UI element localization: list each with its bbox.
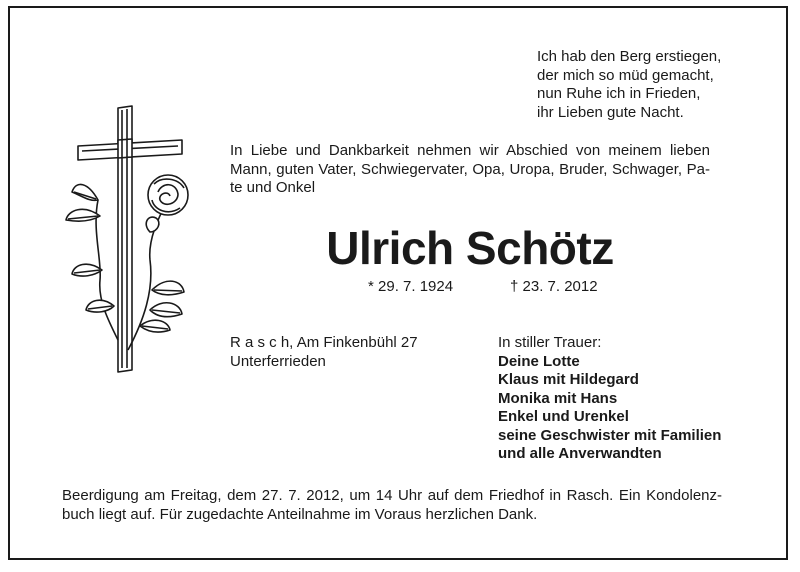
cross-with-rose-icon xyxy=(58,100,198,380)
deceased-name: Ulrich Schötz xyxy=(326,222,614,274)
poem xyxy=(537,48,767,122)
mourners xyxy=(498,334,721,464)
mourners-heading: In stiller Trauer: xyxy=(498,334,602,351)
mourner-name: Monika mit Hans xyxy=(498,389,618,407)
address-line: Unterferrieden xyxy=(230,352,326,370)
intro-line: In Liebe und Dankbarkeit nehmen wir Abschied von meinem lieben xyxy=(230,142,710,159)
intro-line: te und Onkel xyxy=(230,179,316,196)
mourner-name: und alle Anverwandten xyxy=(498,445,662,462)
mourner-name: seine Geschwister mit Familien xyxy=(498,426,722,444)
poem-line: der mich so müd gemacht, xyxy=(537,66,714,84)
poem-line: ihr Lieben gute Nacht. xyxy=(537,103,684,121)
birth-date: * 29. 7. 1924 xyxy=(368,278,454,295)
funeral-line: Beerdigung am Freitag, dem 27. 7. 2012, um 14 Uhr auf dem Friedhof in Rasch. Ein Kondolenz- xyxy=(62,487,722,504)
address-line: R a s c h, Am Finkenbühl 27 xyxy=(230,334,418,351)
mourner-name: Enkel und Urenkel xyxy=(498,408,629,425)
intro-text xyxy=(230,142,710,198)
poem-line: Ich hab den Berg erstiegen, xyxy=(537,48,722,65)
funeral-info xyxy=(62,487,722,524)
address xyxy=(230,334,418,371)
death-date: † 23. 7. 2012 xyxy=(510,278,598,295)
mourner-name: Klaus mit Hildegard xyxy=(498,371,639,388)
mourner-name: Deine Lotte xyxy=(498,352,580,370)
poem-line: nun Ruhe ich in Frieden, xyxy=(537,85,701,102)
funeral-line: buch liegt auf. Für zugedachte Anteilnahme im Voraus herzlichen Dank. xyxy=(62,505,538,523)
intro-line: Mann, guten Vater, Schwiegervater, Opa, Uropa, Bruder, Schwager, Pa- xyxy=(230,160,710,178)
